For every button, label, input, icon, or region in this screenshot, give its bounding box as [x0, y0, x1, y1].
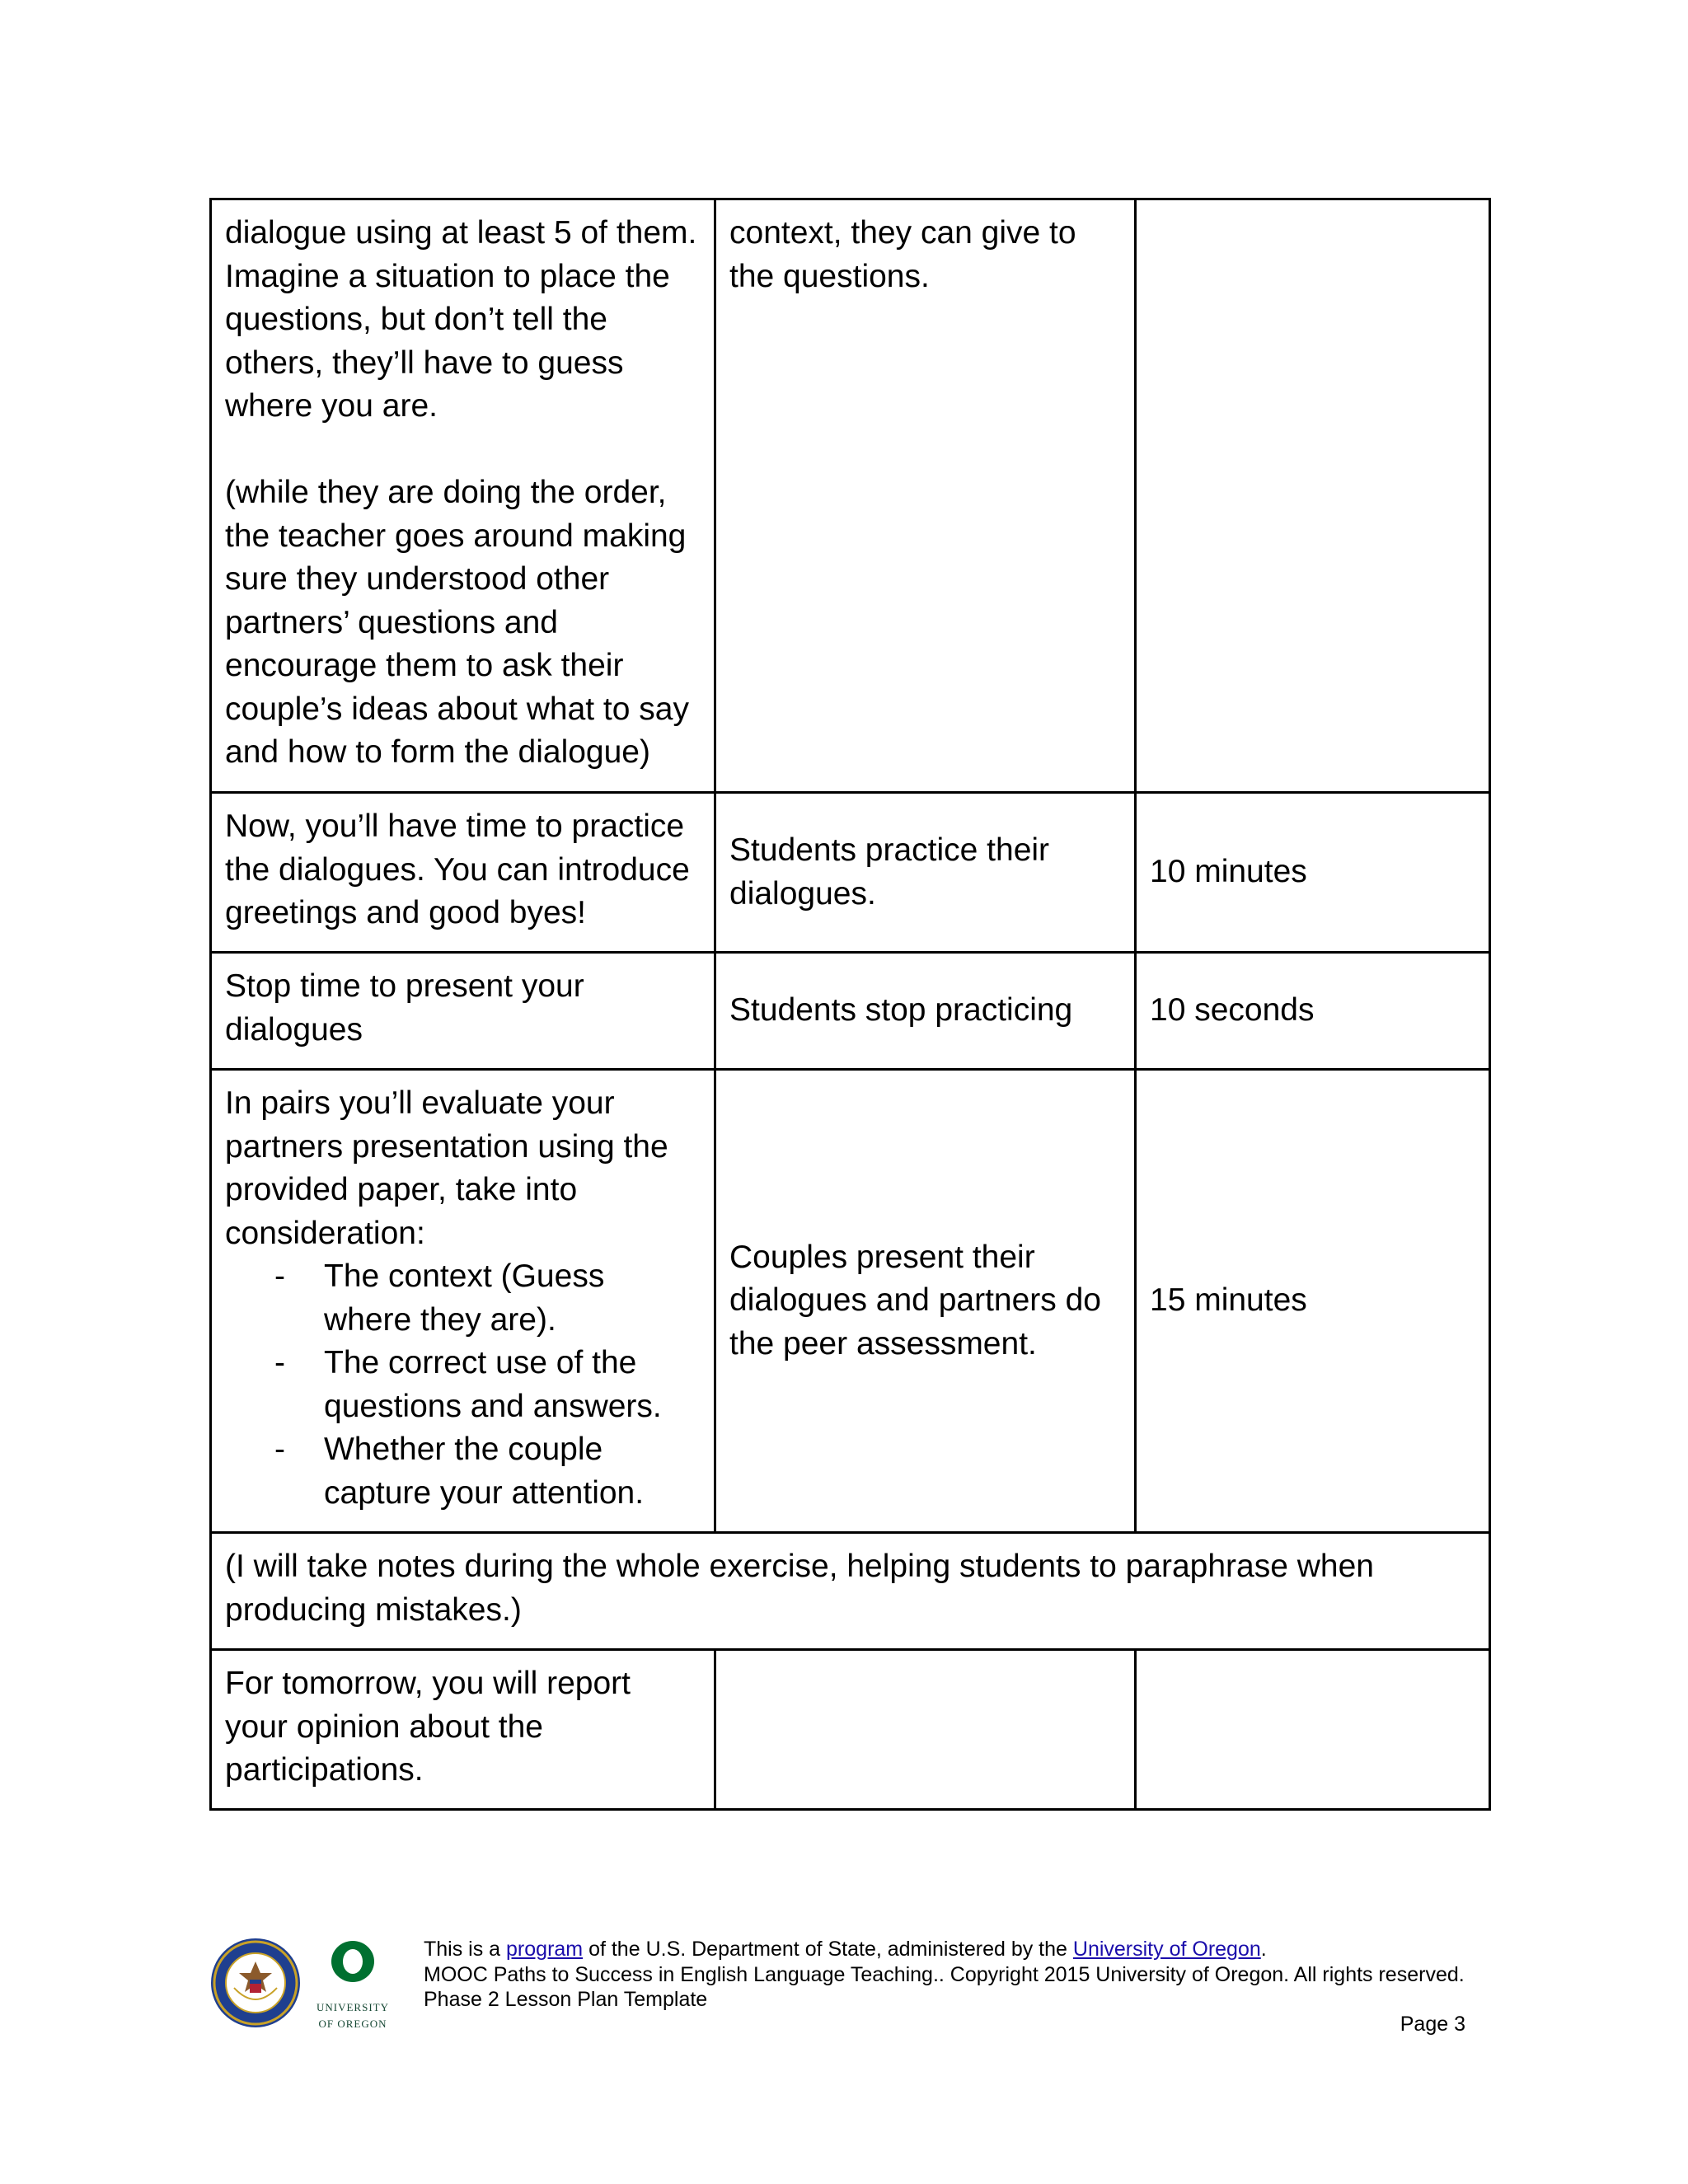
page-footer — [209, 1937, 1489, 2052]
logo-text-line2: OF OREGON — [318, 2018, 387, 2030]
footer-text-segment: of the U.S. Department of State, administered by the — [583, 1938, 1073, 1961]
list-item: - The context (Guess where they are). — [274, 1255, 701, 1342]
procedure-text: dialogue using at least 5 of them. Imagine a situation to place the questions, but don’t tell the others, they’ll have to guess where you are. — [225, 215, 697, 424]
timing-cell: 10 minutes — [1136, 793, 1490, 953]
procedure-cell: Now, you’ll have time to practice the dialogues. You can introduce greetings and good byes! — [211, 793, 715, 953]
footer-line-1 — [424, 1937, 1685, 1962]
procedure-cell — [211, 199, 715, 793]
procedure-cell: Stop time to present your dialogues — [211, 953, 715, 1070]
student-activity-cell — [715, 1650, 1136, 1810]
student-activity-cell: context, they can give to the questions. — [715, 199, 1136, 793]
table-row — [211, 1650, 1490, 1810]
timing-cell: 15 minutes — [1136, 1070, 1490, 1533]
note-cell: (I will take notes during the whole exercise, helping students to paraphrase when producing mistakes.) — [211, 1533, 1490, 1650]
student-activity-cell: Students practice their dialogues. — [715, 793, 1136, 953]
timing-cell: 10 seconds — [1136, 953, 1490, 1070]
table-row — [211, 1070, 1490, 1533]
state-department-seal-icon — [209, 1937, 302, 2029]
university-of-oregon-logo-icon — [312, 1937, 394, 2039]
criteria-list — [225, 1255, 701, 1515]
timing-cell — [1136, 1650, 1490, 1810]
table-row — [211, 953, 1490, 1070]
table-row — [211, 199, 1490, 793]
page-number: Page 3 — [1400, 2013, 1465, 2036]
table-row — [211, 1533, 1490, 1650]
lesson-plan-table — [209, 198, 1491, 1811]
list-item: - Whether the couple capture your attention. — [274, 1428, 701, 1515]
procedure-cell: For tomorrow, you will report your opinion about the participations. — [211, 1650, 715, 1810]
footer-template-name: Phase 2 Lesson Plan Template — [424, 1988, 708, 2011]
logo-text-line1: UNIVERSITY — [316, 2001, 389, 2013]
university-of-oregon-link[interactable]: University of Oregon — [1072, 1938, 1261, 1961]
table-row — [211, 793, 1490, 953]
student-activity-cell: Students stop practicing — [715, 953, 1136, 1070]
procedure-cell — [211, 1070, 715, 1533]
procedure-text: In pairs you’ll evaluate your partners presentation using the provided paper, take into consideration: — [225, 1085, 668, 1251]
procedure-text: (while they are doing the order, the teacher goes around making sure they understood other partners’ questions and encourage them to ask their couple’s ideas about what to say and how to form the dialogue) — [225, 475, 689, 770]
timing-cell — [1136, 199, 1490, 793]
footer-text — [424, 1937, 1685, 2013]
list-item: - The correct use of the questions and answers. — [274, 1342, 701, 1428]
program-link[interactable]: program — [506, 1938, 584, 1961]
footer-text-segment: . — [1260, 1938, 1267, 1961]
footer-copyright: MOOC Paths to Success in English Language Teaching.. Copyright 2015 University of Oregon. All rights reserved. — [424, 1962, 1465, 1986]
student-activity-cell: Couples present their dialogues and partners do the peer assessment. — [715, 1070, 1136, 1533]
footer-text-segment: This is a — [424, 1938, 507, 1961]
